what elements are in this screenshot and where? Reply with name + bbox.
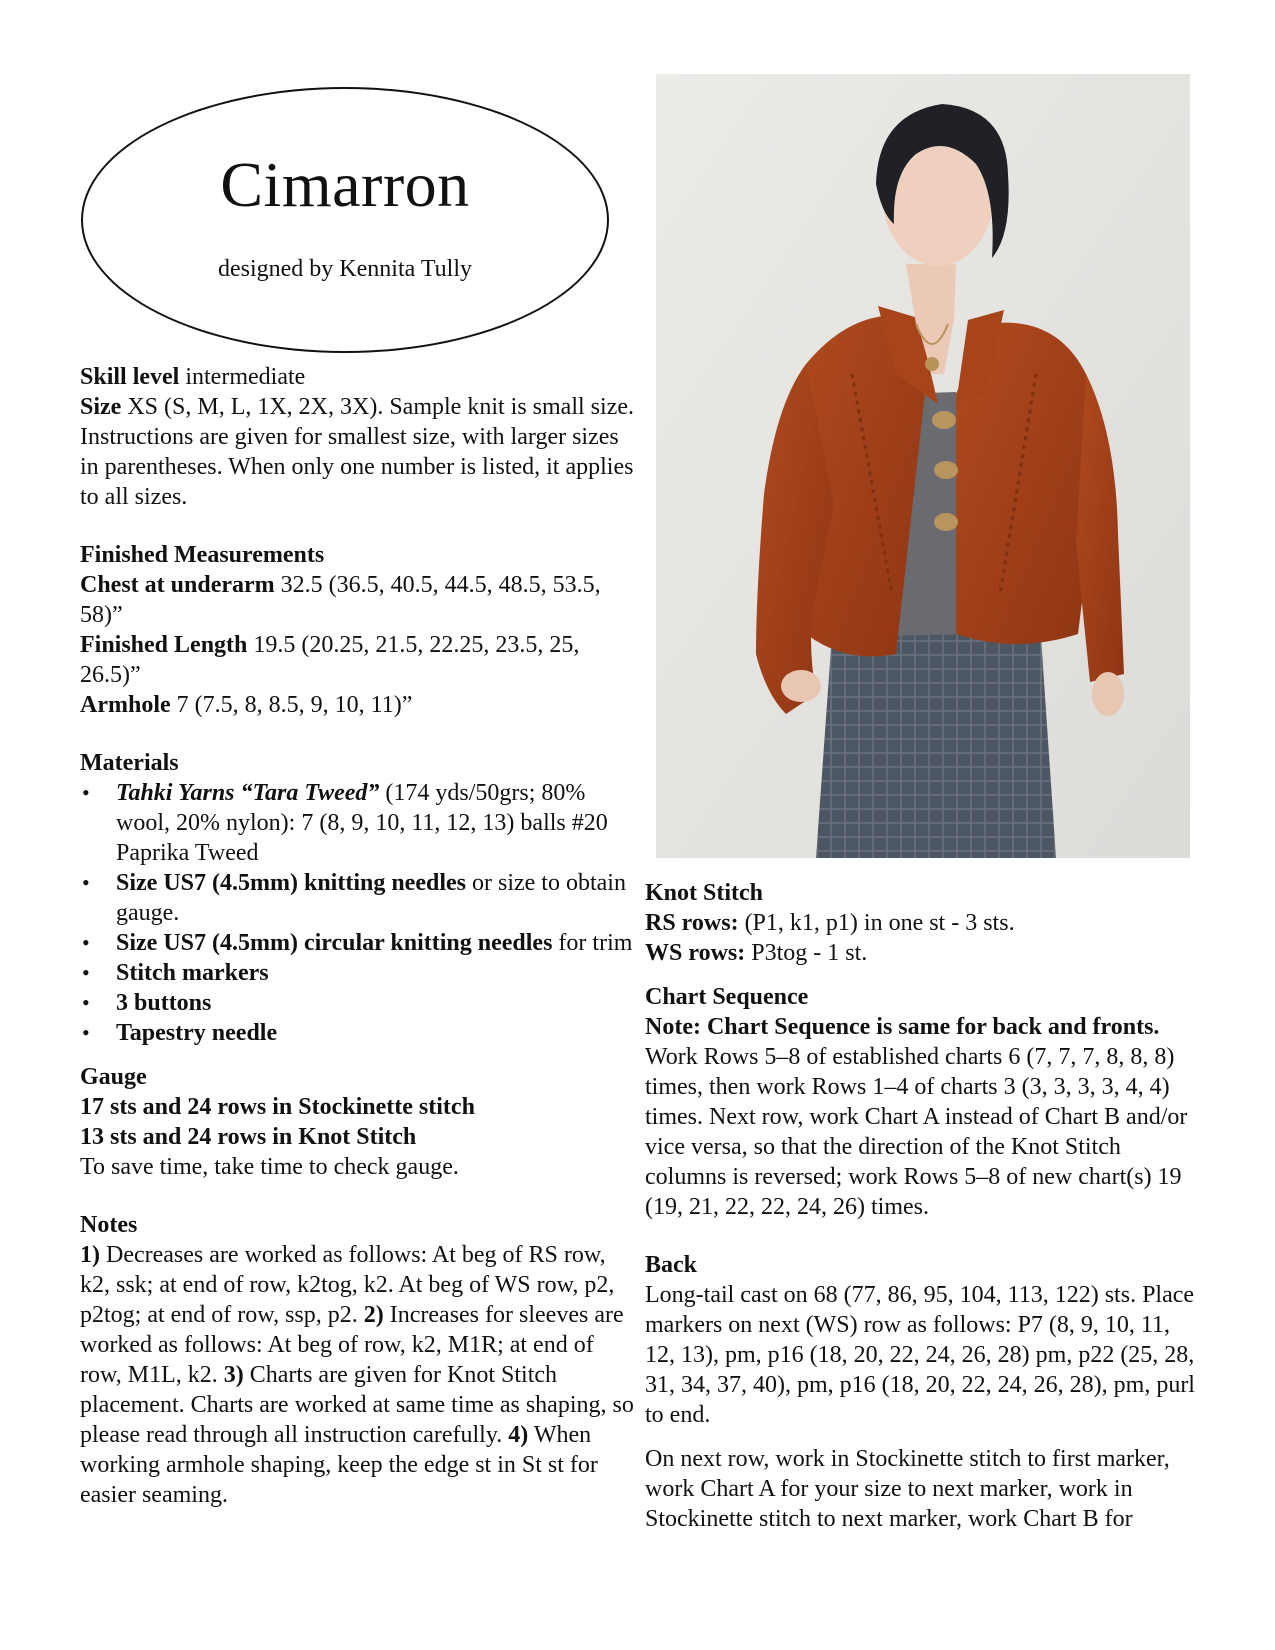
note-text: Charts are given for Knot Stitch placement. Charts are worked at same time as shaping, so please read through all instruction carefully. <box>80 1362 634 1448</box>
knot-stitch-heading <box>645 878 1205 908</box>
note-text: When working armhole shaping, keep the edge st in St st for easier seaming. <box>80 1422 598 1508</box>
size <box>80 392 640 422</box>
right-column <box>645 878 1205 1534</box>
tapestry-needle: Tapestry needle <box>116 1020 278 1046</box>
chest-measurement <box>80 570 640 630</box>
notes-body <box>80 1240 640 1510</box>
stitch-markers: Stitch markers <box>116 960 269 986</box>
model-photo <box>656 74 1190 858</box>
gauge-heading-text: Gauge <box>80 1064 147 1090</box>
gauge-line-2 <box>80 1122 640 1152</box>
yarn-detail: (174 yds/50grs; 80% wool, 20% nylon): 7 (8, 9, 10, 11, 12, 13) balls #20 Paprika Tweed <box>116 780 608 866</box>
list-item <box>80 778 640 868</box>
gauge-line-1 <box>80 1092 640 1122</box>
note-text: Increases for sleeves are worked as follows: At beg of row, k2, M1R; at end of row, M1L, k2. <box>80 1302 624 1388</box>
chart-sequence-note-text: Note: Chart Sequence is same for back and fronts. <box>645 1014 1160 1040</box>
rs-label: RS rows: <box>645 910 739 936</box>
note-number: 2) <box>363 1302 384 1328</box>
list-item <box>80 988 640 1018</box>
knot-stitch-rs <box>645 908 1205 938</box>
length-measurement <box>80 630 640 690</box>
buttons-item: 3 buttons <box>116 990 212 1016</box>
materials-heading <box>80 748 640 778</box>
note-number: 3) <box>223 1362 244 1388</box>
yarn-name: Tahki Yarns “Tara Tweed” <box>116 780 380 806</box>
size-label: Size <box>80 394 122 420</box>
chest-value: 32.5 (36.5, 40.5, 44.5, 48.5, 53.5, 58)” <box>80 572 601 628</box>
list-item <box>80 1018 640 1048</box>
circular-needles-name: Size US7 (4.5mm) circular knitting needles <box>116 930 553 956</box>
title-oval <box>81 87 609 353</box>
armhole-label: Armhole <box>80 692 171 718</box>
size-value: XS (S, M, L, 1X, 2X, 3X). Sample knit is small size. <box>121 394 634 420</box>
gauge-knot: 13 sts and 24 rows in Knot Stitch <box>80 1124 417 1150</box>
skill-value: intermediate <box>179 364 306 390</box>
ws-value: P3tog - 1 st. <box>745 940 868 966</box>
materials-list <box>80 778 640 1048</box>
gauge-stockinette: 17 sts and 24 rows in Stockinette stitch <box>80 1094 475 1120</box>
chart-sequence-heading <box>645 982 1205 1012</box>
chest-label: Chest at underarm <box>80 572 275 598</box>
knot-stitch-ws <box>645 938 1205 968</box>
gauge-line-3: To save time, take time to check gauge. <box>80 1154 459 1180</box>
skill-level <box>80 362 640 392</box>
length-label: Finished Length <box>80 632 248 658</box>
note-number: 4) <box>508 1422 529 1448</box>
materials-heading-text: Materials <box>80 750 179 776</box>
note-text: Decreases are worked as follows: At beg of RS row, k2, ssk; at end of row, k2tog, k2. At beg of WS row, p2, p2tog; at end of row, ssp, p2. <box>80 1242 615 1328</box>
gauge-heading <box>80 1062 640 1092</box>
list-item <box>80 868 640 928</box>
back-heading-text: Back <box>645 1252 698 1278</box>
chart-sequence-heading-text: Chart Sequence <box>645 984 809 1010</box>
ws-label: WS rows: <box>645 940 746 966</box>
needles-detail: or size to obtain gauge. <box>116 870 626 926</box>
armhole-measurement <box>80 690 640 720</box>
armhole-value: 7 (7.5, 8, 8.5, 9, 10, 11)” <box>170 692 413 718</box>
rs-value: (P1, k1, p1) in one st - 3 sts. <box>738 910 1015 936</box>
chart-sequence-body: Work Rows 5–8 of established charts 6 (7, 7, 7, 8, 8, 8) times, then work Rows 1–4 of charts 3 (3, 3, 3, 3, 4, 4) times. Next row, work Chart A instead of Chart B and/or vice versa, so that the direction of the Knot Stitch columns is reversed; work Rows 5–8 of new chart(s) 19 (19, 21, 22, 22, 24, 26) times. <box>645 1044 1188 1220</box>
size-instructions: Instructions are given for smallest size, with larger sizes in parentheses. When only one number is listed, it applies to all sizes. <box>80 424 634 510</box>
note-number: 1) <box>80 1242 100 1268</box>
designer-byline: designed by Kennita Tully <box>217 256 472 282</box>
knot-stitch-heading-text: Knot Stitch <box>645 880 764 906</box>
back-paragraph-2: On next row, work in Stockinette stitch to first marker, work Chart A for your size to next marker, work in Stockinette stitch to next marker, work Chart B for <box>645 1446 1170 1532</box>
back-paragraph-1: Long-tail cast on 68 (77, 86, 95, 104, 113, 122) sts. Place markers on next (WS) row as follows: P7 (8, 9, 10, 11, 12, 13), pm, p16 (18, 20, 22, 24, 26, 28) pm, p22 (25, 28, 31, 34, 37, 40), pm, p16 (18, 20, 22, 24, 26, 28), pm, purl to end. <box>645 1282 1195 1428</box>
list-item <box>80 958 640 988</box>
notes-heading <box>80 1210 640 1240</box>
chart-sequence-note <box>645 1012 1205 1042</box>
length-value: 19.5 (20.25, 21.5, 22.25, 23.5, 25, 26.5)” <box>80 632 580 688</box>
measurements-heading <box>80 540 640 570</box>
measurements-heading-text: Finished Measurements <box>80 542 325 568</box>
skill-label: Skill level <box>80 364 180 390</box>
left-column <box>80 362 640 1510</box>
circular-needles-detail: for trim <box>552 930 633 956</box>
list-item <box>80 928 640 958</box>
pattern-title: Cimarron <box>220 149 470 220</box>
needles-name: Size US7 (4.5mm) knitting needles <box>116 870 466 896</box>
back-heading <box>645 1250 1205 1280</box>
notes-heading-text: Notes <box>80 1212 138 1238</box>
